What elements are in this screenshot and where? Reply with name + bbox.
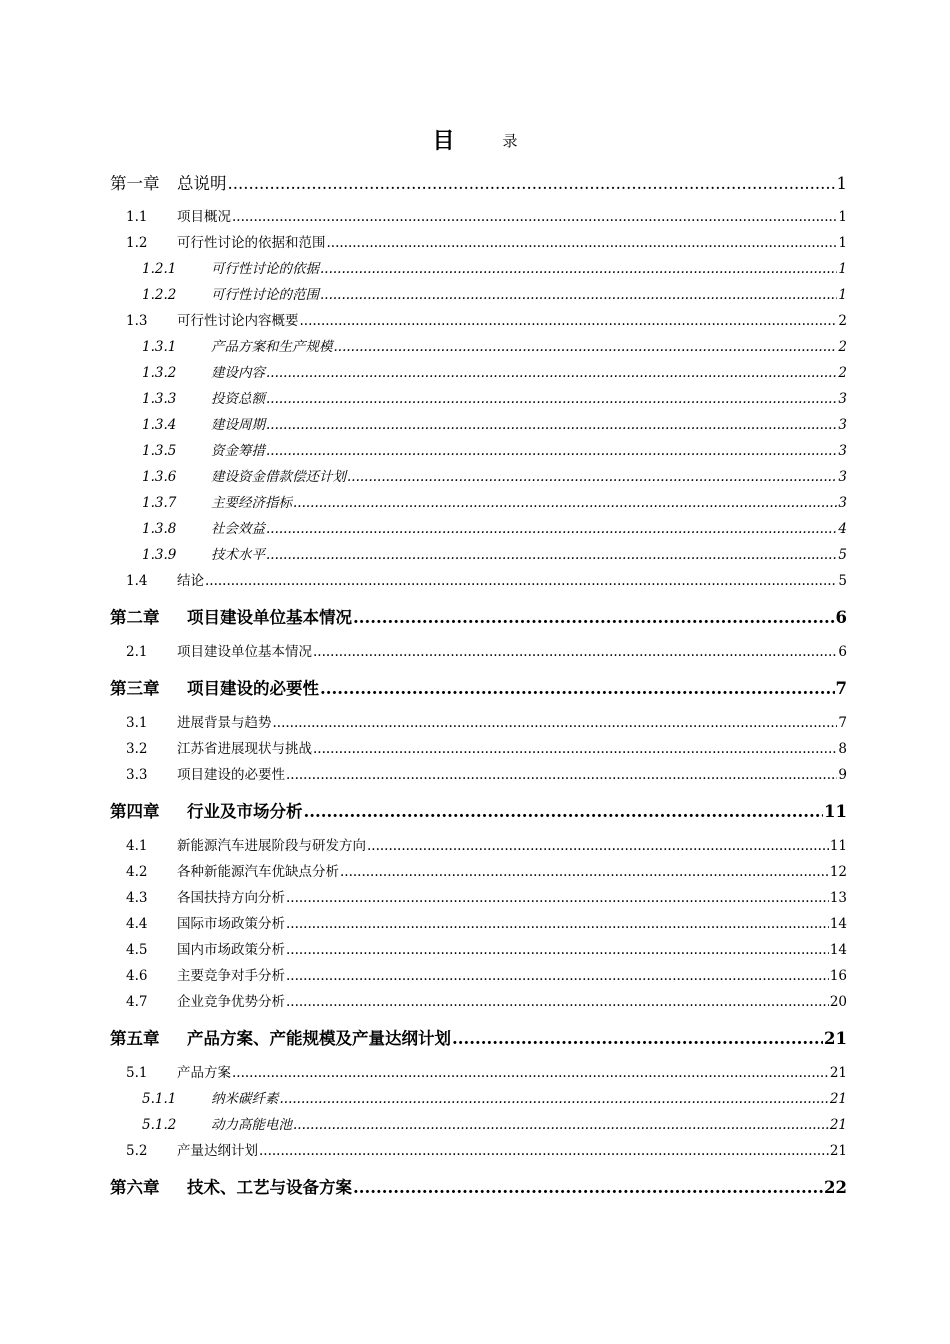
toc-leader-dots <box>280 1091 829 1107</box>
toc-section-entry[interactable] <box>126 205 847 225</box>
toc-entry-page-number: 14 <box>829 942 847 958</box>
toc-entry-label: 结论 <box>177 573 204 589</box>
toc-entry-label: 建设资金借款偿还计划 <box>211 469 346 485</box>
toc-entry-number: 1.3.4 <box>142 417 177 433</box>
toc-leader-dots <box>367 838 829 854</box>
toc-entry-page-number: 8 <box>838 741 847 757</box>
toc-leader-dots <box>452 1029 823 1048</box>
toc-leader-dots <box>205 573 837 589</box>
toc-leader-dots <box>266 443 837 459</box>
toc-entry-number: 第四章 <box>110 802 160 821</box>
toc-entry-page-number: 21 <box>829 1091 847 1107</box>
toc-entry-page-number: 21 <box>829 1143 847 1159</box>
toc-entry-label: 总说明 <box>177 174 227 193</box>
toc-entry-label: 建设内容 <box>211 365 265 381</box>
toc-leader-dots <box>228 174 836 193</box>
toc-entry-number: 1.3.2 <box>142 365 177 381</box>
toc-entry-label: 建设周期 <box>211 417 265 433</box>
toc-leader-dots <box>286 916 829 932</box>
toc-entry-number: 1.3.6 <box>142 469 177 485</box>
toc-entry-number: 1.4 <box>126 573 148 589</box>
toc-entry-number: 4.5 <box>126 942 148 958</box>
toc-section-entry[interactable] <box>126 964 847 984</box>
toc-entry-label: 项目概况 <box>177 209 231 225</box>
toc-entry-number: 第二章 <box>110 608 160 627</box>
toc-entry-page-number: 1 <box>836 174 847 193</box>
toc-entry-number: 1.3 <box>126 313 148 329</box>
toc-leader-dots <box>320 261 837 277</box>
toc-leader-dots <box>313 644 837 660</box>
toc-entry-number: 5.2 <box>126 1143 148 1159</box>
toc-entry-page-number: 6 <box>835 608 847 627</box>
toc-entry-label: 产量达纲计划 <box>177 1143 258 1159</box>
toc-entry-number: 2.1 <box>126 644 148 660</box>
toc-leader-dots <box>313 741 837 757</box>
toc-leader-dots <box>293 1117 829 1133</box>
title-char-2: 录 <box>502 132 518 150</box>
toc-entry-label: 江苏省进展现状与挑战 <box>177 741 312 757</box>
toc-entry-number: 第六章 <box>110 1178 160 1197</box>
toc-section-entry[interactable] <box>126 309 847 329</box>
toc-leader-dots <box>293 495 837 511</box>
toc-entry-label: 可行性讨论的依据和范围 <box>177 235 326 251</box>
toc-subsection-entry[interactable] <box>142 465 847 485</box>
toc-entry-page-number: 11 <box>829 838 847 854</box>
toc-chapter-entry[interactable] <box>110 170 847 194</box>
toc-entry-number: 5.1 <box>126 1065 148 1081</box>
toc-entry-number: 5.1.1 <box>142 1091 177 1107</box>
toc-entry-number: 1.2.1 <box>142 261 177 277</box>
toc-entry-label: 各种新能源汽车优缺点分析 <box>177 864 339 880</box>
toc-entry-label: 资金筹措 <box>211 443 265 459</box>
toc-leader-dots <box>353 1178 823 1197</box>
toc-entry-label: 各国扶持方向分析 <box>177 890 285 906</box>
toc-entry-label: 主要经济指标 <box>211 495 292 511</box>
toc-leader-dots <box>320 287 837 303</box>
toc-leader-dots <box>304 802 824 821</box>
toc-entry-label: 国际市场政策分析 <box>177 916 285 932</box>
toc-entry-page-number: 1 <box>838 235 847 251</box>
toc-leader-dots <box>232 209 837 225</box>
toc-entry-label: 纳米碳纤素 <box>211 1091 279 1107</box>
toc-entry-number: 1.3.5 <box>142 443 177 459</box>
toc-entry-label: 企业竞争优势分析 <box>177 994 285 1010</box>
toc-leader-dots <box>327 235 838 251</box>
toc-leader-dots <box>286 890 829 906</box>
toc-entry-page-number: 5 <box>838 573 847 589</box>
toc-section-entry[interactable] <box>126 231 847 251</box>
toc-entry-page-number: 16 <box>829 968 847 984</box>
toc-entry-number: 1.2.2 <box>142 287 177 303</box>
toc-chapter-entry[interactable] <box>110 1174 847 1198</box>
toc-section-entry[interactable] <box>126 569 847 589</box>
toc-leader-dots <box>300 313 838 329</box>
toc-subsection-entry[interactable] <box>142 1113 847 1133</box>
toc-subsection-entry[interactable] <box>142 361 847 381</box>
toc-entry-page-number: 1 <box>838 209 847 225</box>
toc-entry-page-number: 13 <box>829 890 847 906</box>
toc-entry-page-number: 21 <box>829 1065 847 1081</box>
toc-leader-dots <box>347 469 837 485</box>
toc-entry-page-number: 3 <box>838 391 847 407</box>
toc-leader-dots <box>334 339 838 355</box>
toc-leader-dots <box>340 864 829 880</box>
toc-entry-number: 4.3 <box>126 890 148 906</box>
toc-entry-label: 主要竞争对手分析 <box>177 968 285 984</box>
toc-entry-label: 进展背景与趋势 <box>177 715 272 731</box>
toc-entry-page-number: 4 <box>838 521 847 537</box>
toc-entry-number: 1.2 <box>126 235 148 251</box>
toc-entry-page-number: 2 <box>838 313 847 329</box>
toc-entry-label: 可行性讨论的范围 <box>211 287 319 303</box>
toc-entry-number: 4.2 <box>126 864 148 880</box>
toc-section-entry[interactable] <box>126 640 847 660</box>
toc-section-entry[interactable] <box>126 1061 847 1081</box>
toc-entry-label: 行业及市场分析 <box>187 802 303 821</box>
toc-leader-dots <box>259 1143 829 1159</box>
toc-subsection-entry[interactable] <box>142 517 847 537</box>
toc-leader-dots <box>286 968 829 984</box>
toc-entry-number: 5.1.2 <box>142 1117 177 1133</box>
toc-entry-number: 1.3.7 <box>142 495 177 511</box>
toc-leader-dots <box>232 1065 829 1081</box>
toc-entry-number: 第五章 <box>110 1029 160 1048</box>
toc-section-entry[interactable] <box>126 860 847 880</box>
toc-leader-dots <box>273 715 838 731</box>
toc-chapter-entry[interactable] <box>110 798 847 822</box>
toc-entry-page-number: 9 <box>838 767 847 783</box>
toc-entry-label: 技术水平 <box>211 547 265 563</box>
toc-entry-page-number: 21 <box>824 1029 847 1048</box>
toc-entry-page-number: 2 <box>838 365 847 381</box>
toc-entry-number: 1.3.8 <box>142 521 177 537</box>
toc-entry-label: 产品方案 <box>177 1065 231 1081</box>
toc-section-entry[interactable] <box>126 1139 847 1159</box>
toc-entry-number: 4.1 <box>126 838 148 854</box>
toc-entry-page-number: 22 <box>824 1178 847 1197</box>
toc-leader-dots <box>266 521 837 537</box>
toc-entry-number: 3.1 <box>126 715 148 731</box>
toc-subsection-entry[interactable] <box>142 491 847 511</box>
toc-entry-page-number: 21 <box>829 1117 847 1133</box>
toc-entry-page-number: 5 <box>838 547 847 563</box>
toc-subsection-entry[interactable] <box>142 1087 847 1107</box>
toc-entry-page-number: 7 <box>838 715 847 731</box>
toc-entry-page-number: 6 <box>838 644 847 660</box>
toc-leader-dots <box>266 365 837 381</box>
toc-entry-number: 4.7 <box>126 994 148 1010</box>
toc-entry-label: 投资总额 <box>211 391 265 407</box>
toc-section-entry[interactable] <box>126 763 847 783</box>
toc-subsection-entry[interactable] <box>142 413 847 433</box>
toc-section-entry[interactable] <box>126 938 847 958</box>
toc-section-entry[interactable] <box>126 990 847 1010</box>
toc-entry-number: 1.3.1 <box>142 339 177 355</box>
toc-section-entry[interactable] <box>126 886 847 906</box>
toc-entry-number: 1.3.9 <box>142 547 177 563</box>
toc-entry-label: 项目建设的必要性 <box>177 767 285 783</box>
toc-entry-label: 可行性讨论的依据 <box>211 261 319 277</box>
toc-entry-page-number: 3 <box>838 417 847 433</box>
toc-entry-page-number: 1 <box>838 287 847 303</box>
toc-entry-number: 1.3.3 <box>142 391 177 407</box>
toc-leader-dots <box>286 994 829 1010</box>
toc-entry-page-number: 20 <box>829 994 847 1010</box>
toc-section-entry[interactable] <box>126 711 847 731</box>
toc-entry-page-number: 14 <box>829 916 847 932</box>
title-char-1: 目 <box>432 128 455 154</box>
toc-entry-page-number: 11 <box>824 802 847 821</box>
toc-subsection-entry[interactable] <box>142 387 847 407</box>
toc-leader-dots <box>320 679 835 698</box>
toc-entry-page-number: 12 <box>829 864 847 880</box>
toc-entry-number: 3.2 <box>126 741 148 757</box>
toc-entry-label: 新能源汽车进展阶段与研发方向 <box>177 838 366 854</box>
toc-entry-number: 4.4 <box>126 916 148 932</box>
toc-entry-number: 第一章 <box>110 174 160 193</box>
toc-entry-label: 产品方案、产能规模及产量达纲计划 <box>187 1029 451 1048</box>
toc-entry-number: 4.6 <box>126 968 148 984</box>
toc-section-entry[interactable] <box>126 912 847 932</box>
toc-leader-dots <box>266 417 837 433</box>
toc-section-entry[interactable] <box>126 834 847 854</box>
toc-entry-label: 项目建设单位基本情况 <box>177 644 312 660</box>
toc-subsection-entry[interactable] <box>142 283 847 303</box>
toc-chapter-entry[interactable] <box>110 675 847 699</box>
toc-subsection-entry[interactable] <box>142 543 847 563</box>
toc-entry-label: 国内市场政策分析 <box>177 942 285 958</box>
toc-entry-number: 3.3 <box>126 767 148 783</box>
toc-entry-label: 动力高能电池 <box>211 1117 292 1133</box>
toc-entry-label: 产品方案和生产规模 <box>211 339 333 355</box>
toc-entry-page-number: 3 <box>838 469 847 485</box>
toc-entry-label: 社会效益 <box>211 521 265 537</box>
toc-leader-dots <box>266 391 837 407</box>
toc-leader-dots <box>266 547 837 563</box>
toc-entry-label: 项目建设的必要性 <box>187 679 319 698</box>
toc-entry-page-number: 3 <box>838 495 847 511</box>
toc-chapter-entry[interactable] <box>110 1025 847 1049</box>
toc-entry-page-number: 7 <box>835 679 847 698</box>
toc-subsection-entry[interactable] <box>142 439 847 459</box>
toc-subsection-entry[interactable] <box>142 335 847 355</box>
toc-entry-page-number: 2 <box>838 339 847 355</box>
toc-subsection-entry[interactable] <box>142 257 847 277</box>
toc-entry-page-number: 1 <box>838 261 847 277</box>
toc-entry-label: 项目建设单位基本情况 <box>187 608 352 627</box>
toc-section-entry[interactable] <box>126 737 847 757</box>
toc-leader-dots <box>286 942 829 958</box>
toc-entry-number: 第三章 <box>110 679 160 698</box>
toc-chapter-entry[interactable] <box>110 604 847 628</box>
toc-entry-number: 1.1 <box>126 209 148 225</box>
toc-leader-dots <box>286 767 837 783</box>
toc-entry-label: 技术、工艺与设备方案 <box>187 1178 352 1197</box>
toc-leader-dots <box>353 608 835 627</box>
toc-entry-page-number: 3 <box>838 443 847 459</box>
toc-entry-label: 可行性讨论内容概要 <box>177 313 299 329</box>
